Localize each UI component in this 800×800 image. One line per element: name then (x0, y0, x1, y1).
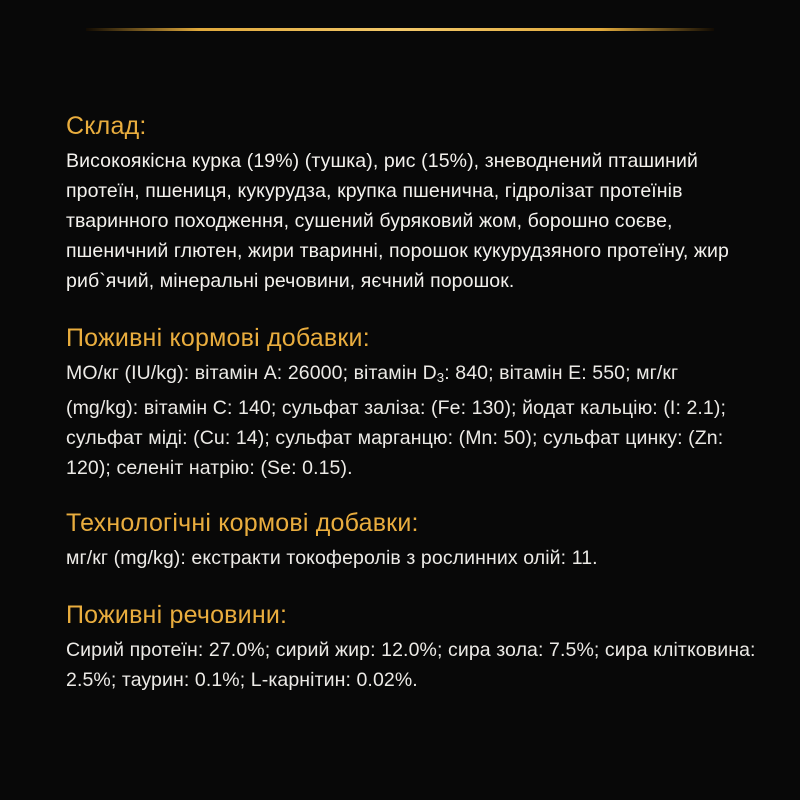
section-composition (66, 110, 756, 296)
section-nutritional-additives (66, 322, 756, 483)
technological-additives-title: Технологічні кормові добавки: (66, 508, 419, 537)
section-analytical-constituents (66, 599, 756, 695)
gold-divider-rule (86, 28, 714, 31)
label-content (66, 110, 756, 695)
composition-title: Склад: (66, 112, 147, 140)
vitamin-d3-subscript: 3 (436, 369, 445, 385)
nutritional-additives-text-part2: : 840; вітамін E: 550; мг/кг (mg/kg): вітамін C: 140; сульфат заліза: (Fe: 130); йодат кальцію: (I: 2.1); сульфат міді: (Cu: 14); сульфат марганцю: (Mn: 50); сульфат цинку: (Zn: 120); селеніт натрію: (Se: 0.15). (66, 362, 726, 479)
nutritional-additives-title: Поживні кормові добавки: (66, 324, 370, 352)
analytical-text: Сирий протеїн: 27.0%; сирий жир: 12.0%; сира зола: 7.5%; сира клітковина: 2.5%; таурин: 0.1%; L-карнітин: 0.02%. (66, 638, 756, 691)
composition-text: Високоякісна курка (19%) (тушка), рис (15%), зневоднений пташиний протеїн, пшениця, кукурудза, крупка пшенична, гідролізат протеїнів тваринного походження, сушений буряковий жом, борошно соєве, пшеничний глютен, жири тваринні, порошок кукурудзяного протеїну, жир риб`ячий, мінеральні речовини, яєчний порошок. (66, 150, 729, 292)
technological-additives-text: мг/кг (mg/kg): екстракти токоферолів з рослинних олій: 11. (66, 546, 598, 569)
nutritional-additives-text-part1: МО/кг (IU/kg): вітамін A: 26000; вітамін D (66, 362, 437, 384)
nutritional-additives-text (66, 358, 756, 483)
section-technological-additives (66, 507, 756, 573)
analytical-title: Поживні речовини: (66, 600, 288, 629)
